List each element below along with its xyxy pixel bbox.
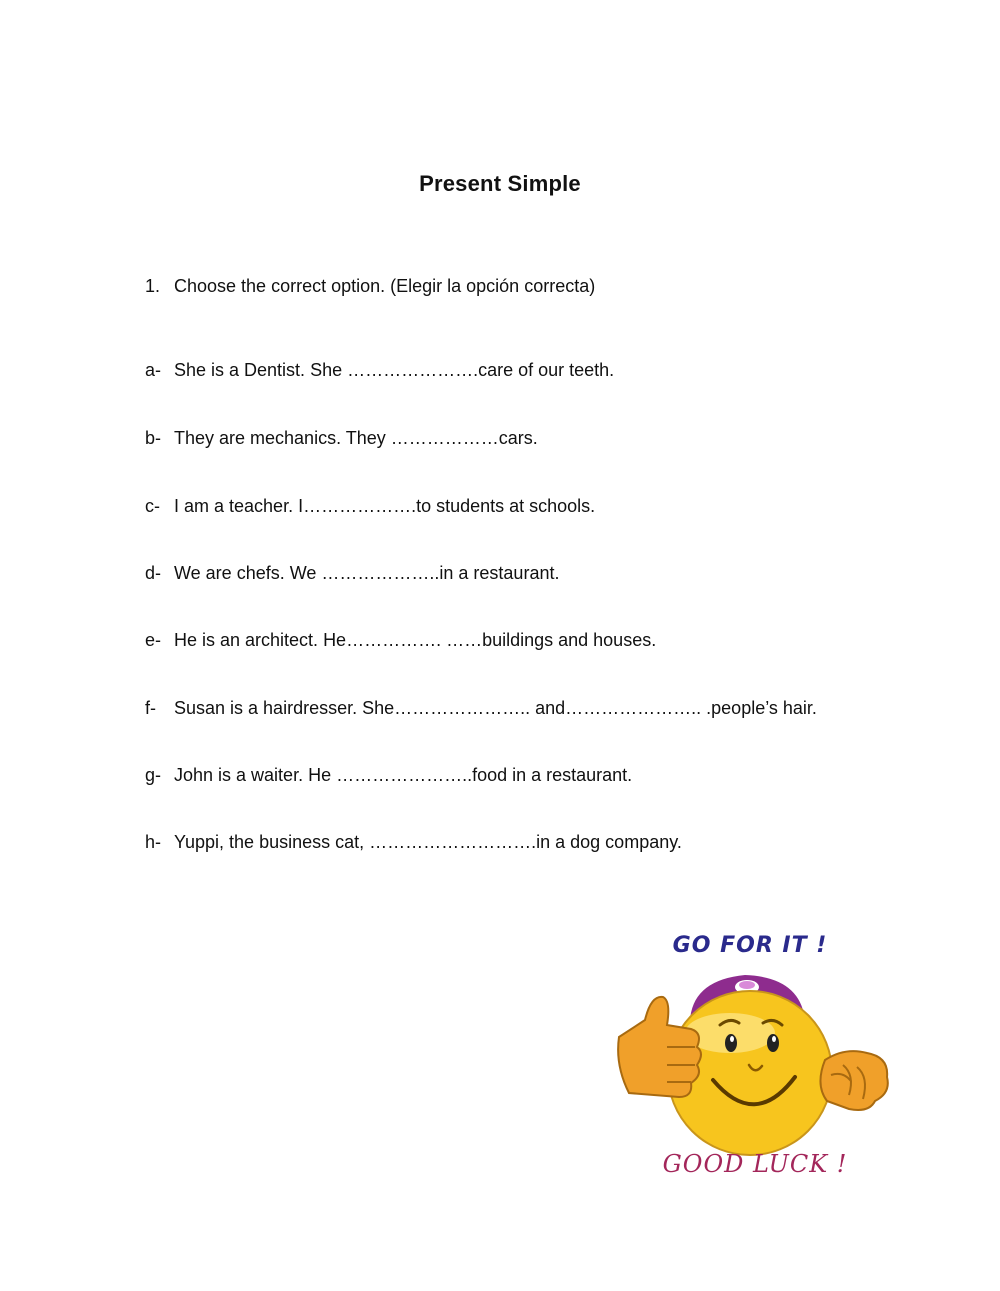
item-letter: c- bbox=[145, 496, 160, 516]
good-luck-clipart bbox=[605, 925, 895, 1185]
smiley-thumbs-up-icon bbox=[605, 925, 895, 1185]
exercise-item-g bbox=[145, 765, 632, 786]
item-text: She is a Dentist. She ………………….care of our teeth. bbox=[174, 360, 615, 380]
page-title: Present Simple bbox=[419, 171, 581, 196]
item-text: He is an architect. He……………. ……buildings and houses. bbox=[174, 630, 657, 650]
exercise-item-h bbox=[145, 832, 682, 853]
instruction bbox=[145, 276, 595, 297]
good-luck-text: GOOD LUCK ! bbox=[662, 1150, 848, 1178]
exercise-item-d bbox=[145, 563, 559, 584]
exercise-item-e bbox=[145, 630, 656, 651]
item-text: I am a teacher. I……………….to students at schools. bbox=[174, 496, 596, 516]
fist-hand-icon bbox=[820, 1051, 887, 1110]
item-letter: f- bbox=[145, 698, 156, 718]
exercise-item-a bbox=[145, 360, 614, 381]
item-text: John is a waiter. He …………………..food in a restaurant. bbox=[174, 765, 633, 785]
item-letter: d- bbox=[145, 563, 162, 583]
item-letter: h- bbox=[145, 832, 162, 852]
item-text: Yuppi, the business cat, ……………………….in a dog company. bbox=[174, 832, 682, 852]
item-letter: a- bbox=[145, 360, 162, 380]
item-text: Susan is a hairdresser. She………………….. and………………….. .people’s hair. bbox=[174, 698, 817, 718]
instruction-text: Choose the correct option. (Elegir la opción correcta) bbox=[174, 276, 596, 296]
instruction-number: 1. bbox=[145, 276, 161, 296]
exercise-item-c bbox=[145, 496, 595, 517]
item-text: They are mechanics. They ………………cars. bbox=[174, 428, 538, 448]
exercise-item-f bbox=[145, 698, 817, 719]
item-letter: b- bbox=[145, 428, 162, 448]
item-text: We are chefs. We ………………..in a restaurant. bbox=[174, 563, 560, 583]
item-letter: g- bbox=[145, 765, 162, 785]
go-for-it-text: GO FOR IT ! bbox=[672, 933, 828, 958]
exercise-item-b bbox=[145, 428, 538, 449]
item-letter: e- bbox=[145, 630, 162, 650]
